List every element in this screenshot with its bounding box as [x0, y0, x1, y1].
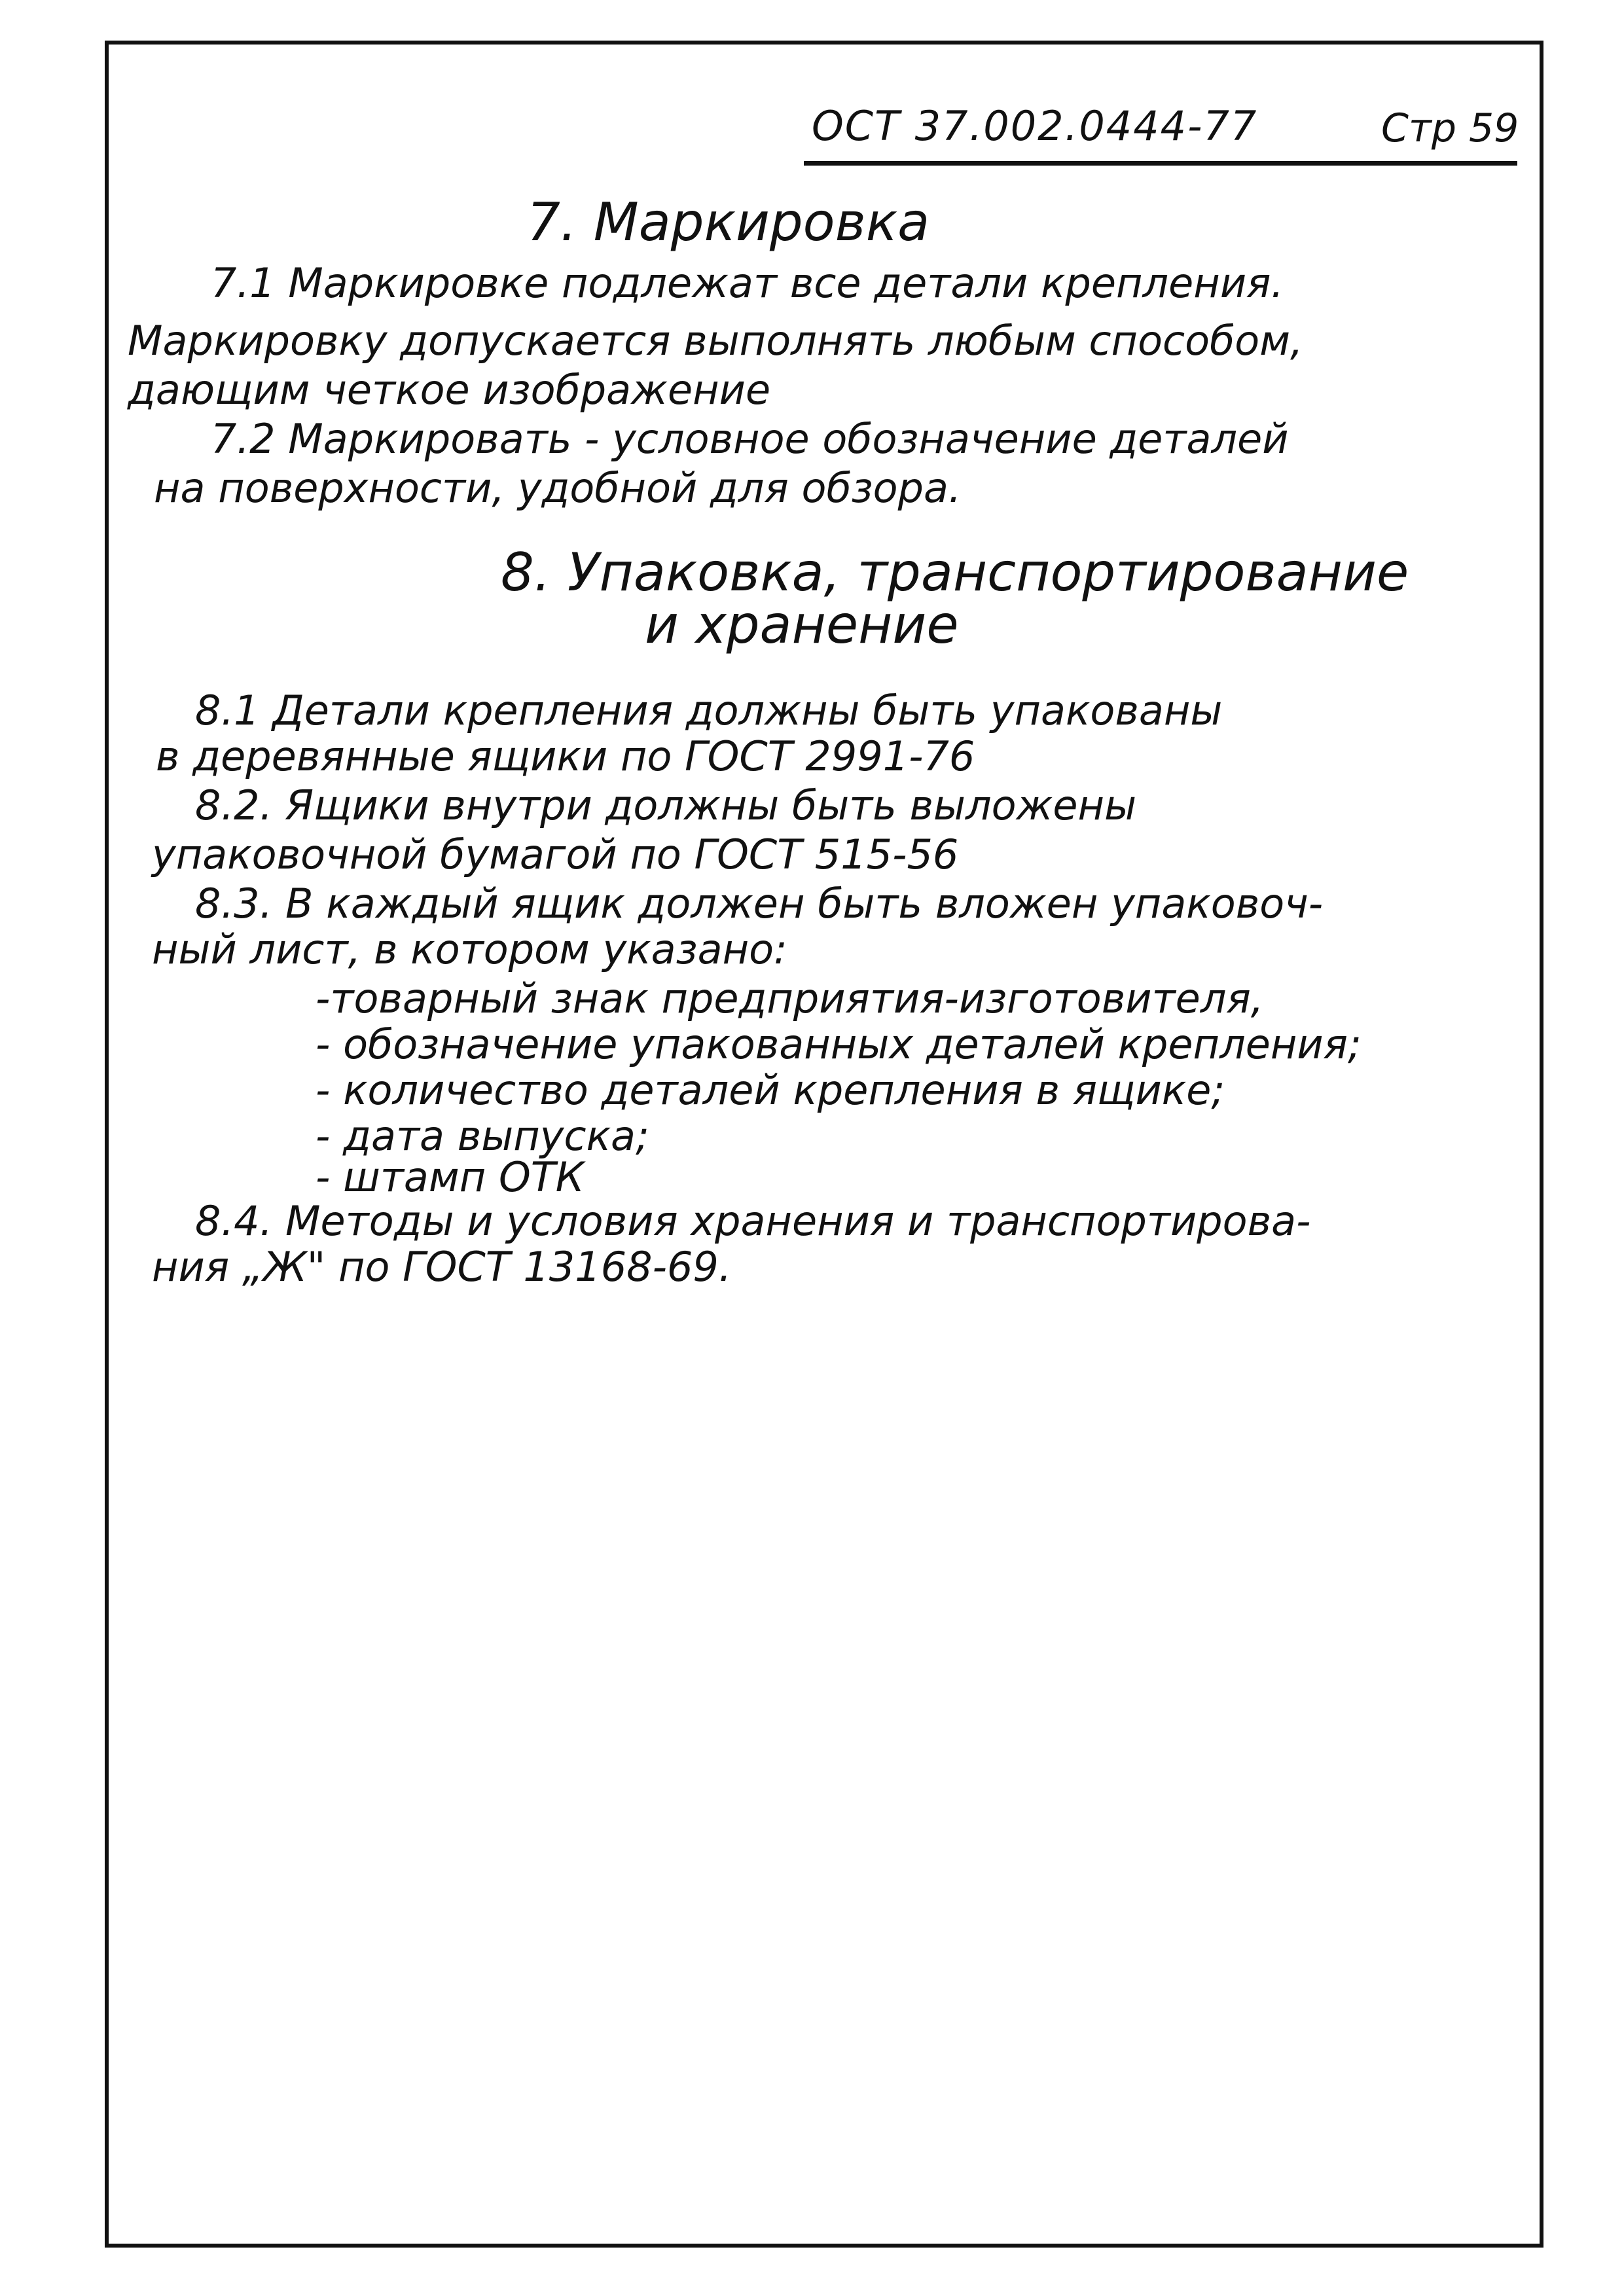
section-8-line: в деревянные ящики по ГОСТ 2991-76 — [156, 732, 975, 780]
section-7-line: Маркировку допускается выполнять любым способом, — [128, 317, 1303, 365]
section-7-line: дающим четкое изображение — [128, 366, 771, 414]
page-number: Стр 59 — [1381, 105, 1519, 151]
section-7-line: 7.1 Маркировке подлежат все детали крепления. — [211, 259, 1284, 307]
document-code: ОСТ 37.002.0444-77 — [812, 102, 1258, 150]
section-8-line: 8.4. Методы и условия хранения и транспортирова- — [195, 1197, 1311, 1245]
section-7-title: 7. Маркировка — [527, 192, 930, 253]
section-7-line: 7.2 Маркировать - условное обозначение деталей — [211, 415, 1289, 463]
section-8-list-item: - дата выпуска; — [316, 1112, 649, 1160]
section-8-line: ния „Ж" по ГОСТ 13168-69. — [152, 1243, 732, 1291]
section-8-line: 8.3. В каждый ящик должен быть вложен упаковоч- — [195, 880, 1324, 927]
section-8-list-item: - штамп ОТК — [316, 1153, 585, 1201]
section-8-line: 8.2. Ящики внутри должны быть выложены — [195, 781, 1137, 829]
section-8-line: упаковочной бумагой по ГОСТ 515-56 — [152, 831, 959, 878]
section-7-line: на поверхности, удобной для обзора. — [154, 464, 962, 512]
header-underline — [804, 161, 1517, 166]
section-8-list-item: -товарный знак предприятия-изготовителя, — [316, 975, 1264, 1022]
section-8-title: и хранение — [645, 594, 959, 655]
section-8-line: ный лист, в котором указано: — [152, 925, 787, 973]
section-8-list-item: - обозначение упакованных деталей крепления; — [316, 1020, 1362, 1068]
section-8-list-item: - количество деталей крепления в ящике; — [316, 1066, 1225, 1114]
section-8-line: 8.1 Детали крепления должны быть упакованы — [195, 687, 1223, 734]
section-8-title: 8. Упаковка, транспортирование — [501, 542, 1409, 603]
